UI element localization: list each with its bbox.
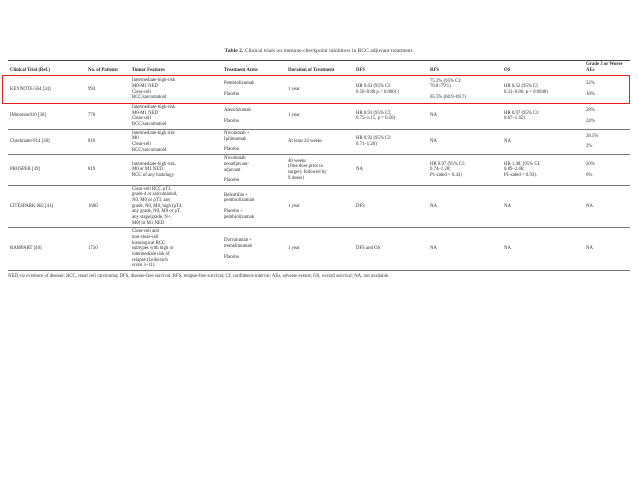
cell-line: 1 year [288,86,300,92]
table-body [8,76,630,271]
col-header-rfs: RFS [428,61,502,76]
cell-dfs [354,185,428,228]
cell-line: 0.75–1.15, p = 0.50) [356,116,396,122]
cell-patients: 1750 [86,228,130,271]
cell-line: M0) or M1 NED [132,220,165,226]
col-header-grade: Grade 3 or Worse AEs [584,61,630,76]
cell-line: P1-sided = 0.43) [430,172,462,178]
cell-grade [584,155,630,186]
col-header-features: Tumor Features [130,61,222,76]
cell-line: 2% [586,144,593,150]
table-caption [8,48,630,54]
table-row [8,185,630,228]
cell-line: 9 doses) [288,175,304,181]
cell-patients: 819 [86,155,130,186]
cell-line: grade, N0, M0, high (pT4, [132,203,183,209]
cell-line: Intermediate-high-risk [132,78,176,84]
cell-line: Clear-cell [132,89,151,95]
cell-os [502,185,584,228]
cell-dfs [354,103,428,129]
col-header-os: OS [502,61,584,76]
cell-rfs [428,185,502,228]
cell-trial: PROSPER [39] [8,155,86,186]
cell-line: DFS [356,203,365,209]
cell-arms [222,76,286,104]
cell-os [502,228,584,271]
cell-line: M0 [132,136,139,142]
cell-line: Nivolumab + [224,130,250,136]
document [8,48,630,280]
cell-patients: 778 [86,103,130,129]
cell-line: neoadjuvant- [224,161,250,167]
cell-dfs [354,76,428,104]
cell-line: Durvalumab + [224,238,252,244]
cell-line: NA [430,113,437,119]
cell-line: HR 0.97 (95% CI: [504,110,540,116]
cell-line: NA [504,139,511,145]
cell-dfs [354,129,428,155]
cell-line: Placebo [224,178,240,184]
cell-duration [286,129,354,155]
table-row [8,103,630,129]
cell-line: any stage/grade, N+, [132,215,172,221]
cell-features [130,228,222,271]
cell-arms [222,185,286,228]
cell-line: Pembrolizumab [224,81,255,87]
cell-trial: Checkmate-914 [38] [8,129,86,155]
col-header-trial: Clinical Trial (Ref.) [8,61,86,76]
col-header-patients: No. of Patients [86,61,130,76]
caption-label: Table 2. [224,48,244,54]
cell-grade [584,185,630,228]
cell-features [130,155,222,186]
cell-duration [286,103,354,129]
cell-features [130,103,222,129]
table-row [8,155,630,186]
header-row [8,61,630,76]
cell-line: Placebo [224,118,240,124]
cell-rfs [428,129,502,155]
table-row [8,76,630,104]
trials-table [8,60,630,271]
cell-line: non-clear-cell [132,235,159,241]
cell-line: Clear-cell [132,116,151,122]
table-row [8,129,630,155]
cell-line: Clear-cell and [132,229,159,235]
cell-arms [222,228,286,271]
cell-line: 32% [586,81,595,87]
cell-line: RCC of any histology [132,172,174,178]
cell-os [502,103,584,129]
cell-line: At least 24 weeks [288,139,322,145]
cell-line: RCC/sarcomatoid [132,121,167,127]
cell-dfs [354,155,428,186]
cell-line: 70.8–79.1) [430,84,451,90]
cell-os [502,129,584,155]
cell-duration [286,155,354,186]
cell-line: surgery followed by [288,170,327,175]
cell-trial: LITESPARK 002 [41] [8,185,86,228]
caption-text: Clinical trials on immune checkpoint inhibitors in RCC adjuvant treatment. [244,48,414,54]
cell-rfs [428,228,502,271]
cell-line: Placebo [224,147,240,153]
cell-patients: 1600 [86,185,130,228]
cell-line: HR 0.92 (95% CI: [356,136,392,142]
cell-line: Belzutifan + [224,192,248,198]
cell-line: 40 weeks [288,158,306,164]
cell-line: Clear-cell [132,141,151,147]
cell-line: any grade, N0, M0 or pT, [132,209,181,215]
cell-rfs [428,155,502,186]
cell-trial: IMmotion010 [36] [8,103,86,129]
cell-line: NA [356,167,363,173]
cell-line: RCC/sarcomatoid [132,95,167,101]
cell-line: HR 0.93 (95% CI: [356,110,392,116]
cell-line: intermediate risk of [132,252,170,258]
cell-line: 1 year [288,113,300,119]
cell-line: 6% [586,172,593,178]
cell-line: Placebo + [224,209,244,215]
cell-features [130,185,222,228]
cell-features [130,129,222,155]
cell-arms [222,155,286,186]
cell-trial: KEYNOTE-564 [34] [8,76,86,104]
cell-line: (One dose prior to [288,164,324,170]
cell-line: Atezolizumab [224,108,251,114]
table-row [8,228,630,271]
cell-grade [584,103,630,129]
cell-line: relapse (Leibovich [132,257,168,263]
col-header-arms: Treatment Arms [222,61,286,76]
col-header-duration: Duration of Treatment [286,61,354,76]
cell-line: Intermediate-high risk [132,130,175,136]
cell-line: Ipilimumab [224,136,247,142]
cell-line: M0-M1 NED [132,110,158,116]
cell-line: 28% [586,108,595,114]
cell-line: 0.89–2.48; [504,167,525,173]
cell-line: grade 4 or sarcomatoid, [132,192,178,198]
cell-line: HR 0.63 (95% CI: [356,83,392,89]
cell-rfs [428,76,502,104]
cell-line: NA [586,246,593,252]
cell-line: HR 0.97 (95% CI: [430,161,466,167]
cell-line: P1-sided = 0.93). [504,172,538,178]
cell-line: subtypes with high or [132,246,174,252]
cell-arms [222,129,286,155]
cell-line: pembrolizumab [224,214,255,220]
cell-line: 20% [586,161,595,167]
cell-line: 1 year [288,203,300,209]
cell-rfs [428,103,502,129]
cell-line: 28.5% [586,133,599,139]
cell-features [130,76,222,104]
cell-line: 65.5% (60.9–69.7) [430,94,466,100]
cell-grade [584,228,630,271]
cell-line: Intermediate-high risk, [132,161,176,167]
cell-line: 0.50–0.80 p < 0.0001) [356,89,399,95]
cell-line: M0 or M1 NED [132,167,163,173]
cell-duration [286,185,354,228]
cell-line: NA [586,203,593,209]
cell-line: 24% [586,118,595,124]
cell-os [502,76,584,104]
cell-line: 18% [586,92,595,98]
cell-line: NA [504,203,511,209]
table-footnote: NED, no evidence of disease; RCC, renal cell carcinoma; DFS, disease-free survival; RFS, relapse-free survival; CI, confidence interval; AEs, adverse events; OS, overall survival; NA, not available. [8,274,390,279]
cell-line: 1 year [288,246,300,252]
cell-grade [584,76,630,104]
cell-trial: RAMPART [40] [8,228,86,271]
cell-line: Placebo [224,254,240,260]
cell-grade [584,129,630,155]
cell-line: 75.2% (95% CI: [430,78,462,84]
cell-line: 0.74–1.28; [430,167,451,173]
col-header-dfs: DFS [354,61,428,76]
cell-line: HR 1.48; (95% CI: [504,161,541,167]
cell-line: 0.31–0.86, p = 0.0048) [504,89,548,95]
cell-line: M0-M1 NED [132,83,158,89]
cell-line: pembrolizumab [224,198,255,204]
cell-line: RCC/sarcomatoid [132,147,167,153]
cell-line: N0, M0 or pT3, any [132,198,171,204]
cell-line: score 3–11). [132,263,156,269]
cell-line: Placebo [224,92,240,98]
cell-duration [286,76,354,104]
cell-line: Clear-cell RCC pT2, [132,186,172,192]
cell-line: DFS and OS [356,246,381,252]
cell-line: 0.67–1.42) [504,116,525,122]
cell-line: adjuvant [224,167,241,173]
cell-line: HR 0.52 (95% CI [504,83,538,89]
cell-line: tremelimumab [224,243,252,249]
cell-line: NA [430,139,437,145]
cell-patients: 994 [86,76,130,104]
cell-os [502,155,584,186]
cell-arms [222,103,286,129]
cell-line: histological RCC [132,240,166,246]
cell-patients: 816 [86,129,130,155]
cell-line: 0.71–1.20) [356,141,377,147]
cell-line: NA [430,203,437,209]
cell-line: NA [504,246,511,252]
cell-line: NA [430,246,437,252]
cell-line: Nivolumab [224,156,246,162]
cell-duration [286,228,354,271]
cell-line: Intermediate-high-risk [132,104,176,110]
cell-dfs [354,228,428,271]
